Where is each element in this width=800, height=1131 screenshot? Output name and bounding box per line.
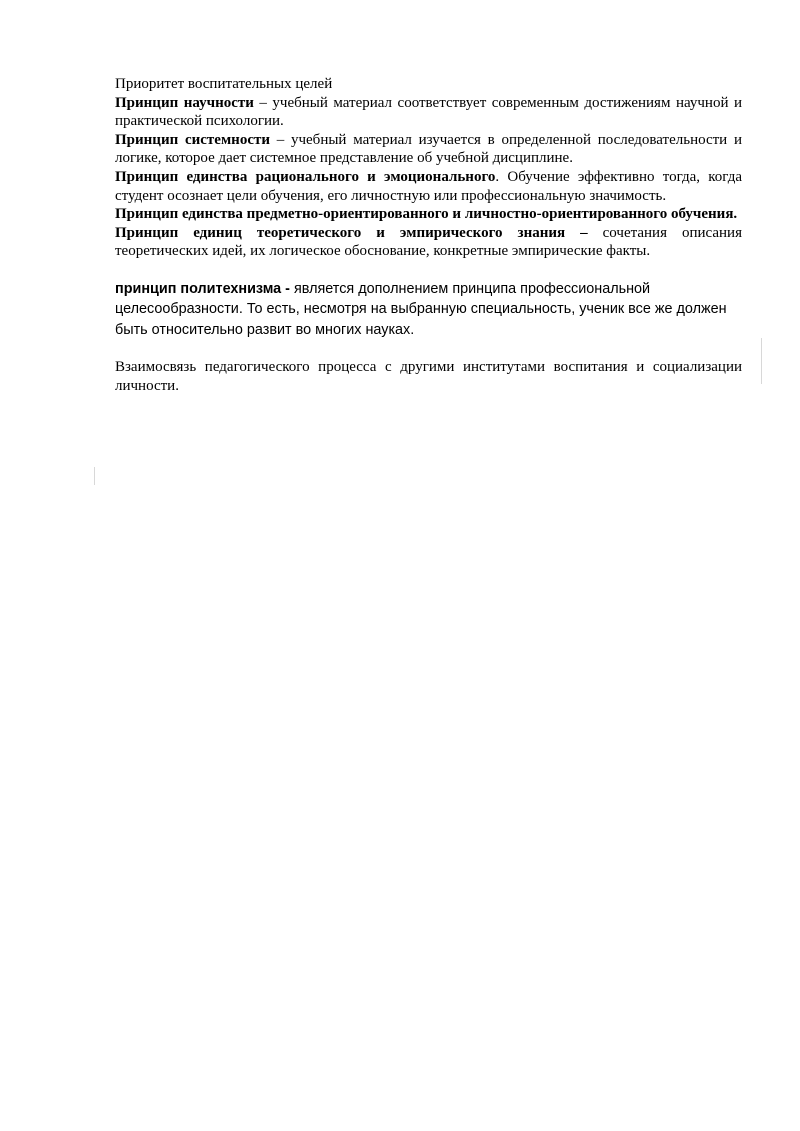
paragraph-interrelation xyxy=(115,358,742,395)
paragraph-scientific-principle xyxy=(115,94,742,131)
interrelation-text: Взаимосвязь педагогического процесса с другими институтами воспитания и социализации личности. xyxy=(115,359,742,395)
scientific-principle-heading: Принцип научности xyxy=(115,94,254,111)
subject-personal-principle-heading: Принцип единства предметно-ориентированного и личностно-ориентированного обучения. xyxy=(115,206,738,223)
paragraph-subject-personal-principle xyxy=(115,205,742,224)
rational-emotional-principle-text: . Обучение эффективно тогда, когда студент осознает цели обучения, его личностную или профессиональную значимость. xyxy=(115,168,742,204)
rational-emotional-principle-heading: Принцип единства рационального и эмоционального xyxy=(115,168,496,185)
polytechnic-principle-line-1: является дополнением принципа профессиональной xyxy=(289,280,651,297)
priority-text: Приоритет воспитательных целей xyxy=(115,76,333,92)
systematic-principle-heading: Принцип системности xyxy=(115,131,270,148)
paragraph-systematic-principle xyxy=(115,131,742,168)
scientific-principle-text: – учебный материал соответствует современным достижениям научной и практической психологии. xyxy=(115,94,743,130)
right-margin-mark xyxy=(761,338,762,384)
document-body xyxy=(115,75,742,396)
theoretical-empirical-principle-text: сочетания описания теоретических идей, их логическое обоснование, конкретные эмпирические факты. xyxy=(115,224,742,260)
paragraph-rational-emotional-principle xyxy=(115,168,742,205)
theoretical-empirical-principle-heading: Принцип единиц теоретического и эмпирического знания – xyxy=(115,224,588,241)
systematic-principle-text: – учебный материал изучается в определенной последовательности и логике, которое дает системное представление об учебной дисциплине. xyxy=(115,131,742,167)
polytechnic-principle-line-2: целесообразности. То есть, несмотря на выбранную специальность, ученик все же должен xyxy=(115,301,727,318)
polytechnic-principle-dash: - xyxy=(281,280,290,297)
paragraph-theoretical-empirical-principle xyxy=(115,224,742,261)
paragraph-spacer xyxy=(115,261,742,279)
paragraph-priority xyxy=(115,75,742,94)
polytechnic-principle-line-3: быть относительно развит во многих науках. xyxy=(115,321,415,338)
polytechnic-principle-heading: принцип политехнизма xyxy=(115,280,282,297)
left-margin-mark xyxy=(94,467,95,485)
paragraph-polytechnic-principle xyxy=(115,279,747,341)
